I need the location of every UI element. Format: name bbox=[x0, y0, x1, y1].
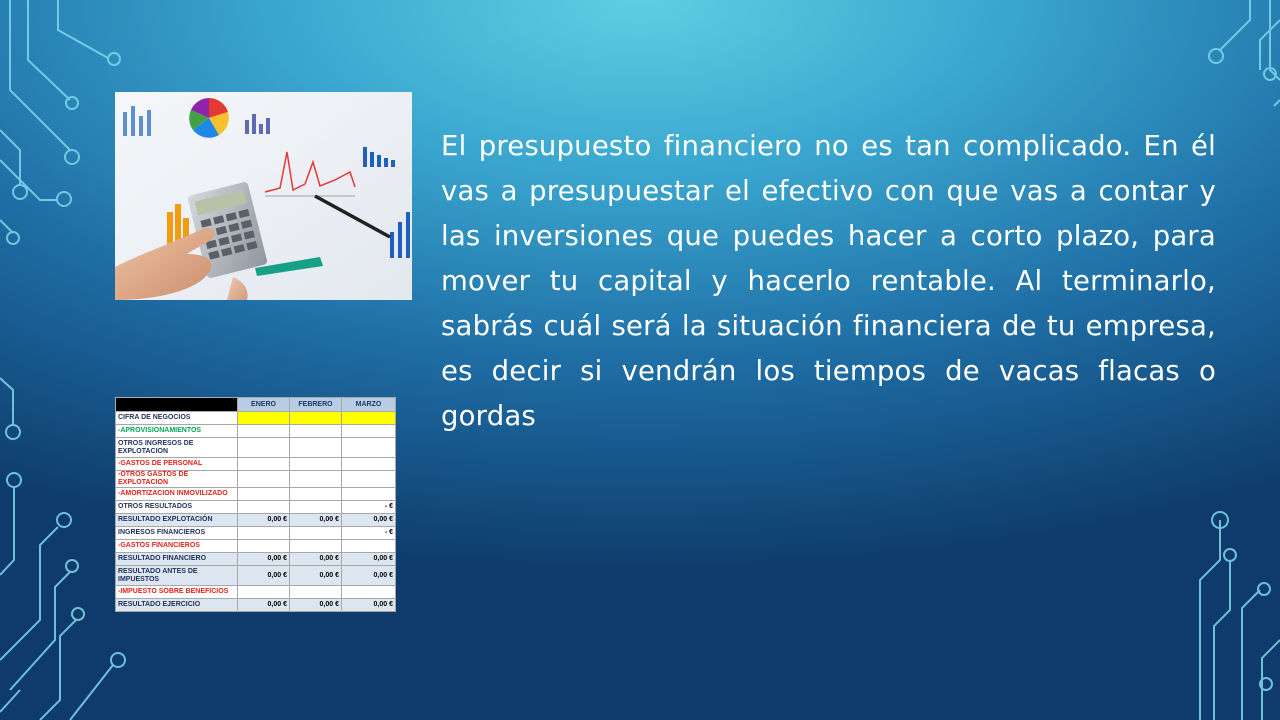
budget-cell bbox=[342, 471, 396, 488]
budget-cell bbox=[290, 586, 342, 599]
budget-row bbox=[116, 501, 396, 514]
budget-cell: 0,00 € bbox=[290, 599, 342, 612]
budget-row-label: CIFRA DE NEGOCIOS bbox=[116, 412, 238, 425]
budget-cell bbox=[290, 458, 342, 471]
budget-cell bbox=[290, 488, 342, 501]
budget-row-label: -GASTOS DE PERSONAL bbox=[116, 458, 238, 471]
budget-cell: 0,00 € bbox=[290, 553, 342, 566]
budget-cell bbox=[342, 412, 396, 425]
budget-cell: 0,00 € bbox=[290, 514, 342, 527]
budget-cell: 0,00 € bbox=[342, 553, 396, 566]
budget-cell bbox=[342, 458, 396, 471]
budget-header-febrero: FEBRERO bbox=[290, 398, 342, 412]
budget-row bbox=[116, 599, 396, 612]
budget-cell bbox=[342, 540, 396, 553]
slide-body-text: El presupuesto financiero no es tan complicado. En él vas a presupuestar el efectivo con que vas a contar y las inversiones que puedes hacer a corto plazo, para mover tu capital y hacerlo rentable. Al terminarlo, sabrás cuál será la situación financiera de tu empresa, es decir si vendrán los tiempos de vacas flacas o gordas bbox=[441, 130, 1216, 432]
budget-row bbox=[116, 458, 396, 471]
budget-cell: 0,00 € bbox=[290, 566, 342, 586]
budget-cell: 0,00 € bbox=[342, 566, 396, 586]
budget-row-label: OTROS RESULTADOS bbox=[116, 501, 238, 514]
budget-row bbox=[116, 412, 396, 425]
budget-row bbox=[116, 527, 396, 540]
budget-row-label: -OTROS GASTOS DE EXPLOTACION bbox=[116, 471, 238, 488]
budget-table bbox=[115, 397, 396, 612]
budget-cell bbox=[238, 458, 290, 471]
budget-cell: 0,00 € bbox=[342, 599, 396, 612]
budget-cell bbox=[238, 412, 290, 425]
budget-row-label: RESULTADO ANTES DE IMPUESTOS bbox=[116, 566, 238, 586]
budget-header-marzo: MARZO bbox=[342, 398, 396, 412]
budget-row bbox=[116, 553, 396, 566]
budget-cell bbox=[290, 425, 342, 438]
budget-cell bbox=[290, 412, 342, 425]
budget-cell bbox=[238, 438, 290, 458]
budget-row-label: -APROVISIONAMIENTOS bbox=[116, 425, 238, 438]
budget-cell bbox=[342, 586, 396, 599]
budget-header-blank bbox=[116, 398, 238, 412]
budget-row bbox=[116, 471, 396, 488]
budget-row bbox=[116, 586, 396, 599]
budget-cell: 0,00 € bbox=[238, 599, 290, 612]
budget-header-row bbox=[116, 398, 396, 412]
budget-cell: 0,00 € bbox=[238, 514, 290, 527]
budget-cell: 0,00 € bbox=[342, 514, 396, 527]
budget-row-label: INGRESOS FINANCIEROS bbox=[116, 527, 238, 540]
budget-row-label: -IMPUESTO SOBRE BENEFICIOS bbox=[116, 586, 238, 599]
budget-row-label: RESULTADO EXPLOTACIÓN bbox=[116, 514, 238, 527]
budget-row-label: OTROS INGRESOS DE EXPLOTACION bbox=[116, 438, 238, 458]
budget-cell bbox=[290, 471, 342, 488]
budget-cell: 0,00 € bbox=[238, 553, 290, 566]
budget-row-label: RESULTADO FINANCIERO bbox=[116, 553, 238, 566]
budget-row bbox=[116, 438, 396, 458]
budget-row bbox=[116, 566, 396, 586]
budget-row bbox=[116, 514, 396, 527]
budget-row bbox=[116, 488, 396, 501]
budget-cell bbox=[342, 425, 396, 438]
budget-row bbox=[116, 425, 396, 438]
budget-cell: 0,00 € bbox=[238, 566, 290, 586]
budget-row-label: -GASTOS FINANCIEROS bbox=[116, 540, 238, 553]
budget-row-label: RESULTADO EJERCICIO bbox=[116, 599, 238, 612]
budget-cell bbox=[238, 501, 290, 514]
budget-cell: - € bbox=[342, 527, 396, 540]
budget-cell: - € bbox=[342, 501, 396, 514]
budget-cell bbox=[238, 425, 290, 438]
budget-cell bbox=[238, 471, 290, 488]
budget-cell bbox=[238, 527, 290, 540]
budget-cell bbox=[238, 540, 290, 553]
budget-cell bbox=[290, 438, 342, 458]
budget-cell bbox=[290, 540, 342, 553]
finance-photo bbox=[115, 92, 412, 300]
budget-cell bbox=[290, 527, 342, 540]
budget-row-label: -AMORTIZACION INMOVILIZADO bbox=[116, 488, 238, 501]
budget-cell bbox=[238, 586, 290, 599]
budget-cell bbox=[238, 488, 290, 501]
budget-cell bbox=[290, 501, 342, 514]
budget-cell bbox=[342, 488, 396, 501]
budget-cell bbox=[342, 438, 396, 458]
budget-row bbox=[116, 540, 396, 553]
budget-header-enero: ENERO bbox=[238, 398, 290, 412]
